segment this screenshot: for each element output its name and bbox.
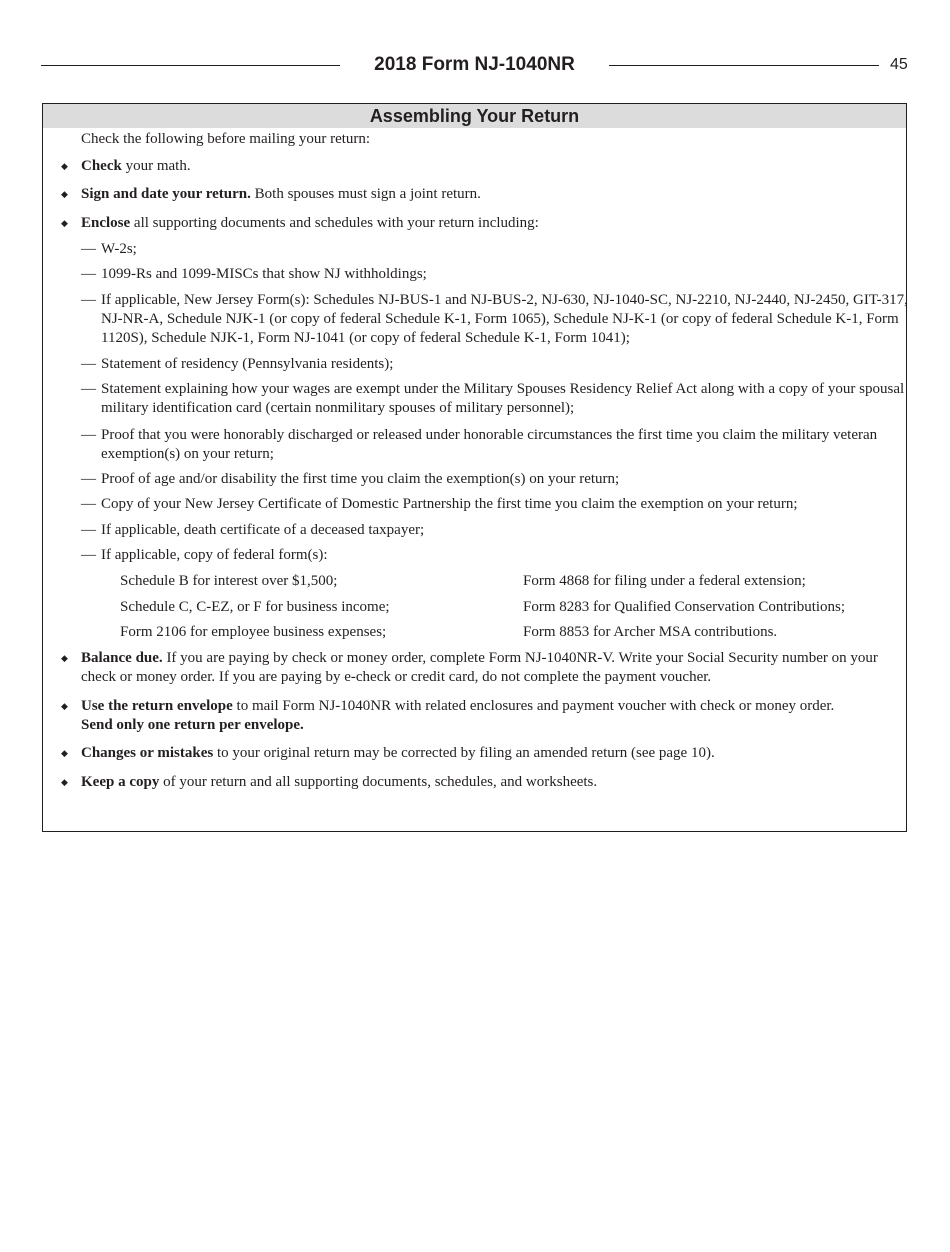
bullet-keep (61, 773, 891, 792)
bullet-enclose-text: all supporting documents and schedules with your return including: (130, 215, 539, 231)
bullet-check (61, 157, 891, 176)
enclosure-text: Proof of age and/or disability the first time you claim the exemption(s) on your return; (101, 471, 620, 487)
bullet-diamond-icon: ◆ (61, 189, 68, 199)
bullet-diamond-icon: ◆ (61, 653, 68, 663)
bullet-sign-bold: Sign and date your return. (81, 186, 251, 202)
federal-form-item: Form 4868 for filing under a federal extension; (523, 573, 806, 589)
bullet-changes-text: to your original return may be corrected by filing an amended return (see page 10). (213, 745, 715, 761)
federal-form-item: Form 2106 for employee business expenses; (120, 624, 387, 640)
form-title: 2018 Form NJ-1040NR (374, 54, 575, 75)
enclosure-text: Copy of your New Jersey Certificate of Domestic Partnership the first time you claim the exemption on your return; (101, 496, 798, 512)
enclosure-item (81, 546, 909, 565)
enclosure-item (81, 240, 909, 259)
federal-form-item: Form 8853 for Archer MSA contributions. (523, 624, 778, 640)
page-number: 45 (890, 56, 908, 73)
page-header (0, 52, 950, 78)
bullet-envelope-bold-note: Send only one return per envelope. (81, 717, 304, 733)
enclosure-text: Statement of residency (Pennsylvania residents); (101, 356, 394, 372)
dash-marker: — (81, 241, 96, 257)
enclosure-item (81, 521, 909, 540)
bullet-changes-bold: Changes or mistakes (81, 745, 214, 761)
enclosure-item (81, 380, 909, 418)
bullet-check-bold: Check (81, 158, 122, 174)
enclosure-text: If applicable, copy of federal form(s): (101, 547, 328, 563)
dash-marker: — (81, 356, 96, 372)
header-rule-right (609, 65, 879, 66)
federal-form-item: Schedule B for interest over $1,500; (120, 573, 338, 589)
bullet-balance-text: If you are paying by check or money order, complete Form NJ-1040NR-V. Write your Social Security number on your check or money order. If you are paying by e-check or credit card, do not complete the payment voucher. (81, 650, 878, 685)
bullet-changes (61, 744, 891, 763)
bullet-balance-bold: Balance due. (81, 650, 163, 666)
bullet-sign (61, 185, 891, 204)
section-title: Assembling Your Return (43, 104, 906, 128)
bullet-keep-text: of your return and all supporting documents, schedules, and worksheets. (159, 774, 598, 790)
dash-marker: — (81, 547, 96, 563)
dash-marker: — (81, 266, 96, 282)
enclosure-item (81, 291, 909, 348)
enclosure-text: Proof that you were honorably discharged or released under honorable circumstances the first time you claim the military veteran exemption(s) on your return; (101, 427, 878, 462)
enclosure-text: W-2s; (101, 241, 137, 257)
dash-marker: — (81, 471, 96, 487)
bullet-diamond-icon: ◆ (61, 161, 68, 171)
dash-marker: — (81, 496, 96, 512)
enclosure-text: If applicable, death certificate of a deceased taxpayer; (101, 522, 425, 538)
enclosure-item (81, 265, 909, 284)
bullet-diamond-icon: ◆ (61, 777, 68, 787)
dash-marker: — (81, 427, 96, 443)
enclosure-item (81, 426, 909, 464)
bullet-diamond-icon: ◆ (61, 218, 68, 228)
enclosure-item (81, 495, 909, 514)
dash-marker: — (81, 522, 96, 538)
intro-text: Check the following before mailing your return: (81, 131, 371, 147)
dash-marker: — (81, 292, 96, 308)
federal-form-item: Schedule C, C-EZ, or F for business income; (120, 599, 390, 615)
bullet-envelope-text: to mail Form NJ-1040NR with related enclosures and payment voucher with check or money order. (232, 698, 835, 714)
federal-form-item: Form 8283 for Qualified Conservation Contributions; (523, 599, 846, 615)
dash-marker: — (81, 381, 96, 397)
header-rule-left (41, 65, 340, 66)
bullet-enclose-bold: Enclose (81, 215, 131, 231)
bullet-balance (61, 649, 891, 687)
bullet-keep-bold: Keep a copy (81, 774, 160, 790)
bullet-check-text: your math. (121, 158, 191, 174)
bullet-sign-text: Both spouses must sign a joint return. (250, 186, 481, 202)
bullet-envelope (61, 697, 891, 735)
enclosure-text: Statement explaining how your wages are exempt under the Military Spouses Residency Relief Act along with a copy of your spousal military identification card (certain nonmilitary spouses of military personnel); (101, 381, 905, 416)
bullet-envelope-bold: Use the return envelope (81, 698, 233, 714)
enclosure-text: 1099-Rs and 1099-MISCs that show NJ withholdings; (101, 266, 427, 282)
bullet-enclose (61, 214, 891, 233)
bullet-diamond-icon: ◆ (61, 701, 68, 711)
enclosure-text: If applicable, New Jersey Form(s): Schedules NJ-BUS-1 and NJ-BUS-2, NJ-630, NJ-1040-SC, NJ-2210, NJ-2440, NJ-2450, GIT-317, NJ-NR-A, Schedule NJK-1 (or copy of federal Schedule K-1, Form 1065), Schedule NJ-K-1 (or copy of federal Schedule K-1, Form 1120S), Schedule NJK-1, Form NJ-1041 (or copy of federal Schedule K-1, Form 1041); (101, 292, 908, 346)
assembling-return-box (42, 103, 907, 832)
enclosure-item (81, 470, 909, 489)
bullet-diamond-icon: ◆ (61, 748, 68, 758)
enclosure-item (81, 355, 909, 374)
